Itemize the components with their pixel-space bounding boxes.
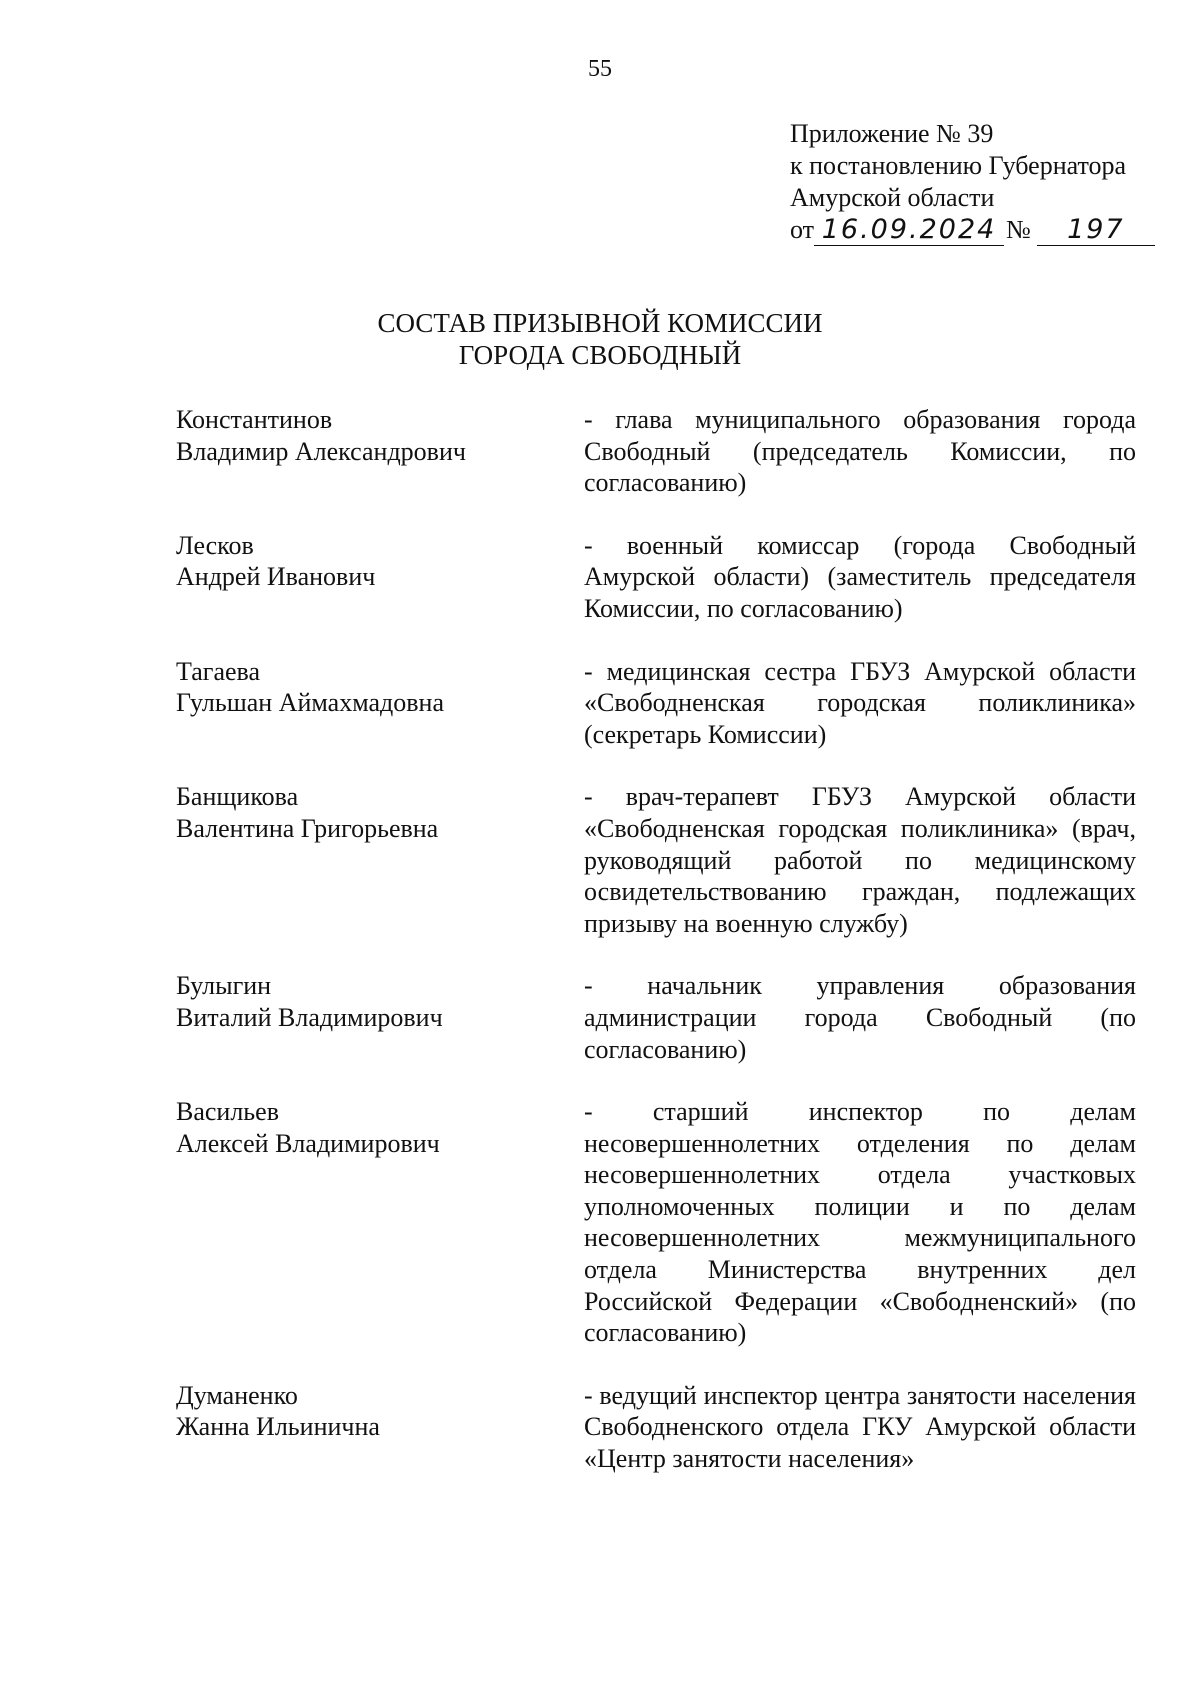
appendix-date-number-row — [790, 214, 1155, 246]
member-given-names: Виталий Владимирович — [176, 1002, 443, 1032]
member-name — [176, 1380, 556, 1475]
page-number: 55 — [588, 56, 612, 82]
appendix-resolution-ref: к постановлению Губернатора — [790, 151, 1127, 180]
member-role: - начальник управления образования администрации города Свободный (по согласованию) — [584, 971, 1136, 1064]
member-given-names: Алексей Владимирович — [176, 1128, 440, 1158]
member-role: - врач-терапевт ГБУЗ Амурской области «Свободненская городская поликлиника» (врач, руководящий работой по медицинскому освидетельствованию граждан, подлежащих призыву на военную службу) — [584, 782, 1136, 938]
number-sign: № — [1006, 215, 1031, 244]
members-list — [176, 404, 1136, 1475]
handwritten-date: 16.09.2024 — [814, 215, 1004, 246]
member-entry — [176, 530, 1136, 625]
member-name — [176, 1096, 556, 1349]
member-surname: Константинов — [176, 405, 333, 434]
member-surname: Банщикова — [176, 782, 299, 812]
member-entry — [176, 970, 1136, 1065]
member-given-names: Жанна Ильинична — [176, 1412, 380, 1442]
member-entry — [176, 404, 1136, 499]
appendix-number: Приложение № 39 — [790, 119, 994, 148]
member-given-names: Владимир Александрович — [176, 436, 466, 466]
member-name — [176, 530, 556, 625]
member-entry — [176, 1096, 1136, 1349]
document-title — [0, 307, 1200, 371]
appendix-region: Амурской области — [790, 183, 995, 212]
member-role: - медицинская сестра ГБУЗ Амурской области «Свободненская городская поликлиника» (секретарь Комиссии) — [584, 656, 1136, 749]
member-surname: Васильев — [176, 1097, 279, 1127]
title-line-1: СОСТАВ ПРИЗЫВНОЙ КОМИССИИ — [377, 308, 823, 338]
member-surname: Лесков — [176, 530, 254, 560]
member-given-names: Андрей Иванович — [176, 562, 376, 592]
appendix-block — [790, 118, 1155, 246]
handwritten-number: 197 — [1037, 215, 1155, 246]
member-given-names: Гульшан Аймахмадовна — [176, 688, 444, 718]
member-name — [176, 781, 556, 939]
member-surname: Думаненко — [176, 1380, 298, 1410]
member-role: - военный комиссар (города Свободный Амурской области) (заместитель председателя Комиссии, по согласованию) — [584, 530, 1136, 623]
member-name — [176, 404, 556, 499]
title-line-2: ГОРОДА СВОБОДНЫЙ — [458, 340, 742, 370]
member-role: - старший инспектор по делам несовершеннолетних отделения по делам несовершеннолетних отдела участковых уполномоченных полиции и по делам несовершеннолетних межмуниципального отдела Министерства внутренних дел Российской Федерации «Свободненский» (по согласованию) — [584, 1097, 1136, 1348]
member-name — [176, 970, 556, 1065]
member-role: - ведущий инспектор центра занятости населения Свободненского отдела ГКУ Амурской области «Центр занятости населения» — [584, 1380, 1136, 1474]
member-name — [176, 656, 556, 751]
member-given-names: Валентина Григорьевна — [176, 813, 439, 843]
member-surname: Булыгин — [176, 971, 272, 1001]
member-entry — [176, 781, 1136, 939]
member-entry — [176, 656, 1136, 751]
member-surname: Тагаева — [176, 656, 260, 686]
member-role: - глава муниципального образования города Свободный (председатель Комиссии, по согласованию) — [584, 405, 1136, 498]
member-entry — [176, 1380, 1136, 1475]
date-prefix: от — [790, 215, 815, 244]
